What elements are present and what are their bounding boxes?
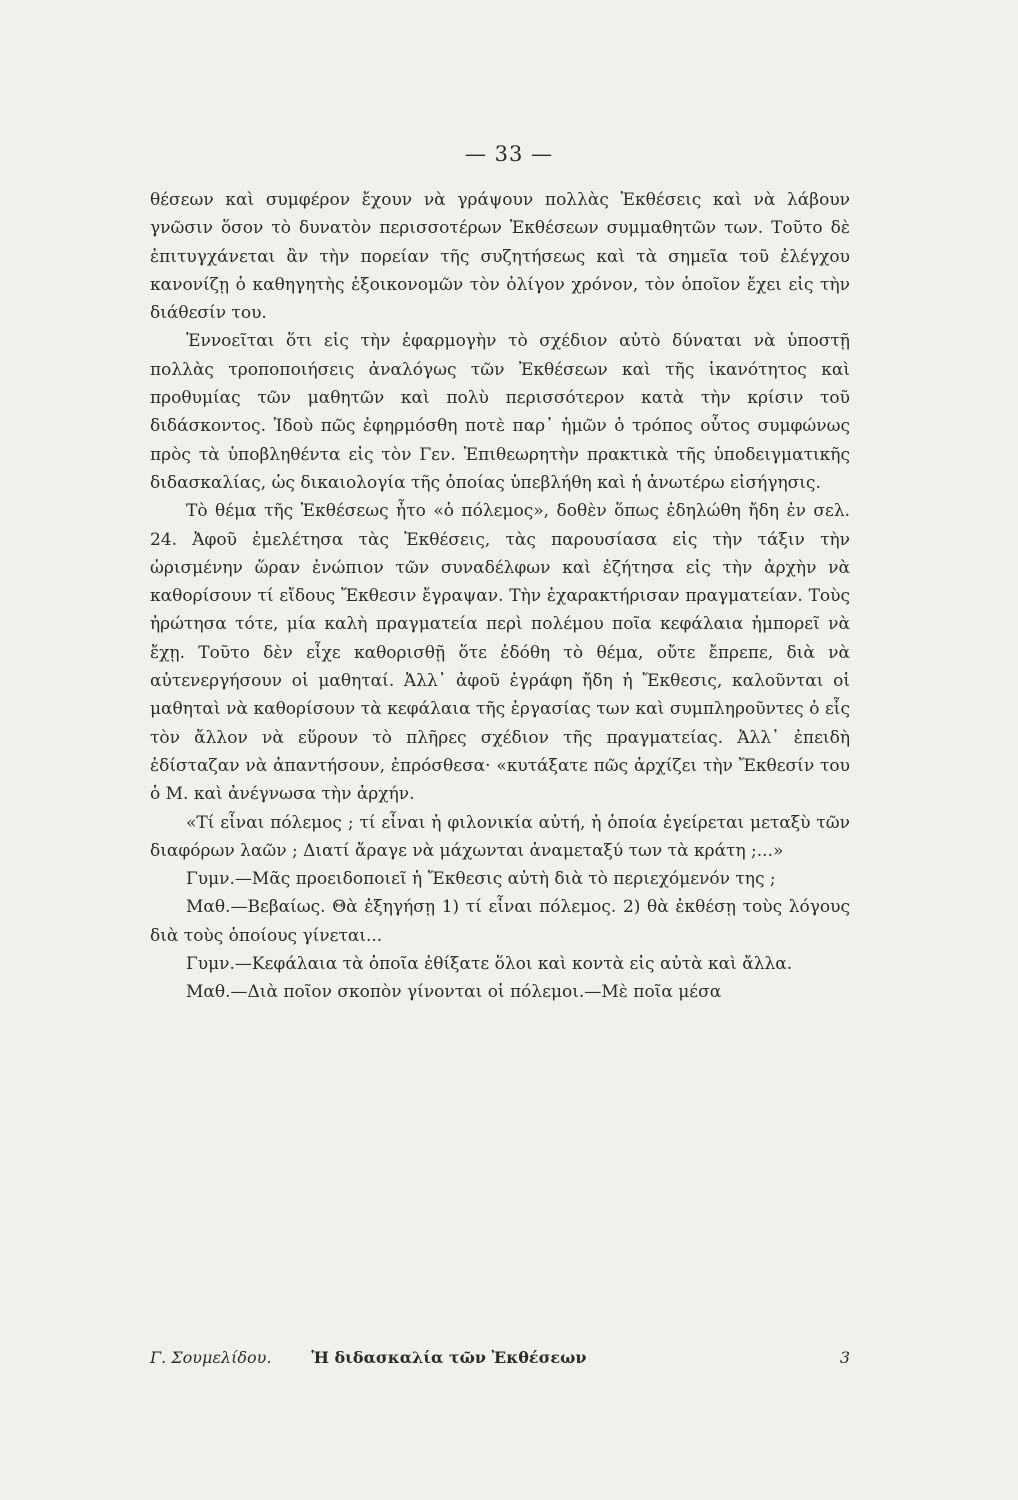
footer-left [150,1348,586,1367]
paragraph-6: Μαθ.—Βεβαίως. Θὰ ἐξηγήσῃ 1) τί εἶναι πόλεμος. 2) θὰ ἐκθέσῃ τοὺς λόγους διὰ τοὺς ὁποίους γίνεται... [150,897,850,946]
paragraph-4: «Τί εἶναι πόλεμος ; τί εἶναι ἡ φιλονικία αὐτή, ἡ ὁποία ἐγείρεται μεταξὺ τῶν διαφόρων λαῶν ; Διατί ἄραγε νὰ μάχωνται ἀναμεταξύ των τὰ κράτη ;...» [150,812,850,861]
paragraph-5: Γυμν.—Μᾶς προειδοποιεῖ ἡ Ἔκθεσις αὐτὴ διὰ τὸ περιεχόμενόν της ; [186,869,776,890]
footer-title: Ἡ διδασκαλία τῶν Ἐκθέσεων [311,1348,587,1367]
paragraph-7: Γυμν.—Κεφάλαια τὰ ὁποῖα ἐθίξατε ὅλοι καὶ κοντὰ εἰς αὐτὰ καὶ ἄλλα. [186,954,793,975]
footer-author: Γ. Σουμελίδου. [150,1348,272,1367]
paragraph-3: Τὸ θέμα τῆς Ἐκθέσεως ἦτο «ὁ πόλεμος», δοθὲν ὅπως ἐδηλώθη ἤδη ἐν σελ. 24. Ἀφοῦ ἐμελέτησα τὰς Ἐκθέσεις, τὰς παρουσίασα εἰς τὴν τάξιν τὴν ὡρισμένην ὥραν ἐνώπιον τῶν συναδέλφων καὶ ἐζήτησα εἰς τὴν ἀρχὴν νὰ καθορίσουν τί εἴδους Ἔκθεσιν ἔγραψαν. Τὴν ἐχαρακτήρισαν πραγματείαν. Τοὺς ἠρώτησα τότε, μία καλὴ πραγματεία περὶ πολέμου ποῖα κεφάλαια ἠμπορεῖ νὰ ἔχῃ. Τοῦτο δὲν εἶχε καθορισθῇ ὅτε ἐδόθη τὸ θέμα, οὔτε ἔπρεπε, διὰ νὰ αὐτενεργήσουν οἱ μαθηταί. Ἀλλ᾽ ἀφοῦ ἐγράφη ἤδη ἡ Ἔκθεσις, καλοῦνται οἱ μαθηταὶ νὰ καθορίσουν τὰ κεφάλαια τῆς ἐργασίας των καὶ συμπληροῦντες ὁ εἷς τὸν ἄλλον νὰ εὕρουν τὸ πλῆρες σχέδιον τῆς πραγματείας. Ἀλλ᾽ ἐπειδὴ ἐδίσταζαν νὰ ἀπαντήσουν, ἐπρόσθεσα· «κυτάξατε πῶς ἀρχίζει τὴν Ἔκθεσίν του ὁ Μ. καὶ ἀνέγνωσα τὴν ἀρχήν. [150,501,850,805]
page-footer [150,1348,850,1367]
paragraph-1: θέσεων καὶ συμφέρον ἔχουν νὰ γράψουν πολλὰς Ἐκθέσεις καὶ νὰ λάβουν γνῶσιν ὅσον τὸ δυνατὸν περισσοτέρων Ἐκθέσεων συμμαθητῶν των. Τοῦτο δὲ ἐπιτυγχάνεται ἂν τὴν πορείαν τῆς συζητήσεως καὶ τὰ σημεῖα τοῦ ἐλέγχου κανονίζῃ ὁ καθηγητὴς ἐξοικονομῶν τὸν ὀλίγον χρόνον, τὸν ὁποῖον ἔχει εἰς τὴν διάθεσίν του. [150,190,850,324]
footer-signature: 3 [839,1348,850,1367]
body-text [150,186,850,1007]
paragraph-8: Μαθ.—Διὰ ποῖον σκοπὸν γίνονται οἱ πόλεμοι.—Μὲ ποῖα μέσα [186,982,722,1003]
page-number: — 33 — [464,142,554,166]
paragraph-2: Ἐννοεῖται ὅτι εἰς τὴν ἐφαρμογὴν τὸ σχέδιον αὐτὸ δύναται νὰ ὑποστῇ πολλὰς τροποποιήσεις ἀναλόγως τῶν Ἐκθέσεων καὶ τῆς ἱκανότητος καὶ προθυμίας τῶν μαθητῶν καὶ πολὺ περισσότερον κατὰ τὴν κρίσιν τοῦ διδάσκοντος. Ἰδοὺ πῶς ἐφηρμόσθη ποτὲ παρ᾽ ἡμῶν ὁ τρόπος οὗτος συμφώνως πρὸς τὰ ὑποβληθέντα εἰς τὸν Γεν. Ἐπιθεωρητὴν πρακτικὰ τῆς ὑποδειγματικῆς διδασκαλίας, ὡς δικαιολογία τῆς ὁποίας ὑπεβλήθη καὶ ἡ ἀνωτέρω εἰσήγησις. [150,331,850,493]
